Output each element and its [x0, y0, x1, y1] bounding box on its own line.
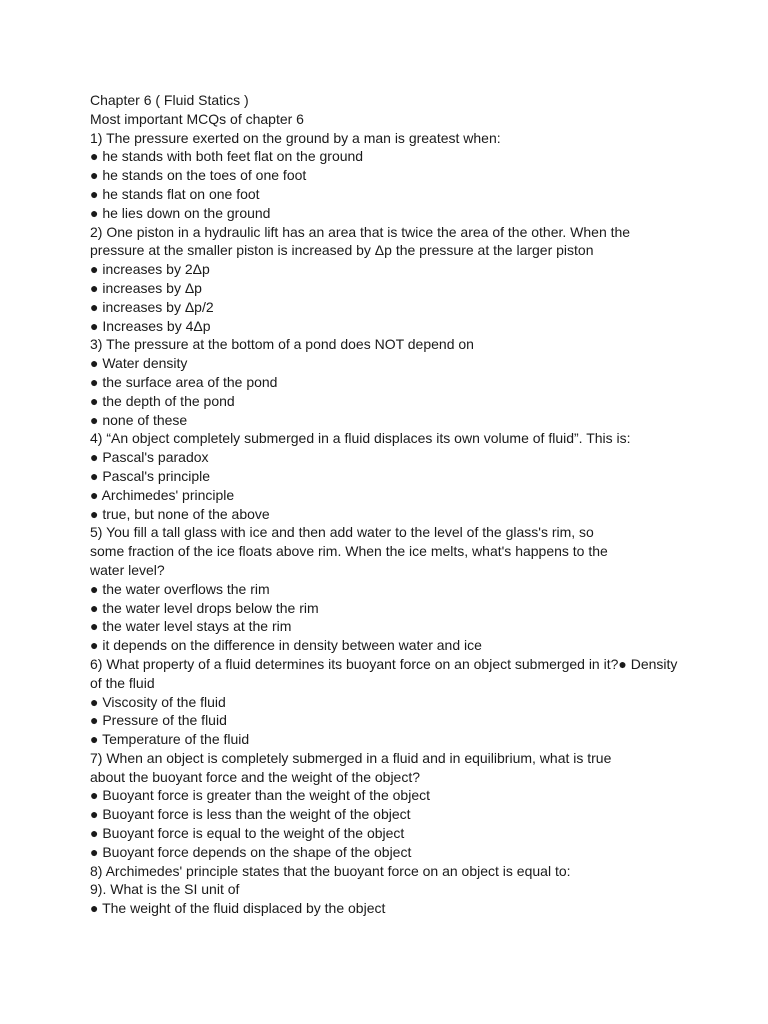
question-5-line-1: 5) You fill a tall glass with ice and then add water to the level of the glass's rim, so [90, 524, 594, 541]
q1-option-d: ● he lies down on the ground [90, 204, 271, 221]
q1-option-a: ● he stands with both feet flat on the ground [90, 148, 364, 165]
q3-option-d: ● none of these [90, 411, 188, 428]
question-6-line-2: of the fluid [90, 674, 155, 691]
question-4: 4) “An object completely submerged in a fluid displaces its own volume of fluid”. This is: [90, 430, 631, 447]
question-7-line-1: 7) When an object is completely submerged in a fluid and in equilibrium, what is true [90, 749, 612, 766]
q7-option-a: ● Buoyant force is greater than the weight of the object [90, 787, 430, 804]
q7-option-b: ● Buoyant force is less than the weight of the object [90, 806, 411, 823]
q3-option-c: ● the depth of the pond [90, 392, 235, 409]
q2-option-b: ● increases by Δp [90, 279, 202, 296]
q5-option-a: ● the water overflows the rim [90, 580, 270, 597]
q7-option-d: ● Buoyant force depends on the shape of the object [90, 843, 412, 860]
question-5-line-3: water level? [90, 561, 165, 578]
q6-option-c: ● Pressure of the fluid [90, 712, 227, 729]
question-3: 3) The pressure at the bottom of a pond does NOT depend on [90, 336, 474, 353]
document-body [90, 91, 690, 918]
q4-option-c: ● Archimedes' principle [90, 486, 235, 503]
q1-option-b: ● he stands on the toes of one foot [90, 167, 307, 184]
q2-option-d: ● Increases by 4Δp [90, 317, 211, 334]
question-9: 9). What is the SI unit of [90, 881, 240, 898]
q4-option-a: ● Pascal's paradox [90, 449, 209, 466]
subtitle: Most important MCQs of chapter 6 [90, 110, 304, 127]
question-7-line-2: about the buoyant force and the weight of the object? [90, 768, 421, 785]
question-2-line-2: pressure at the smaller piston is increased by Δp the pressure at the larger piston [90, 242, 594, 259]
q2-option-c: ● increases by Δp/2 [90, 298, 214, 315]
q2-option-a: ● increases by 2Δp [90, 261, 210, 278]
q4-option-b: ● Pascal's principle [90, 467, 211, 484]
question-1: 1) The pressure exerted on the ground by a man is greatest when: [90, 129, 501, 146]
chapter-title: Chapter 6 ( Fluid Statics ) [90, 92, 249, 108]
q1-option-c: ● he stands flat on one foot [90, 185, 260, 202]
question-8: 8) Archimedes' principle states that the buoyant force on an object is equal to: [90, 862, 571, 879]
q3-option-b: ● the surface area of the pond [90, 373, 278, 390]
q7-option-c: ● Buoyant force is equal to the weight of the object [90, 825, 405, 842]
question-2-line-1: 2) One piston in a hydraulic lift has an area that is twice the area of the other. When the [90, 223, 631, 240]
q4-option-d: ● true, but none of the above [90, 505, 270, 522]
q5-option-c: ● the water level stays at the rim [90, 618, 292, 635]
q6-option-b: ● Viscosity of the fluid [90, 693, 226, 710]
q5-option-d: ● it depends on the difference in density between water and ice [90, 637, 482, 654]
q3-option-a: ● Water density [90, 355, 188, 372]
q9-option-a: ● The weight of the fluid displaced by the object [90, 900, 386, 917]
question-5-line-2: some fraction of the ice floats above rim. When the ice melts, what's happens to the [90, 543, 608, 560]
question-6-line-1: 6) What property of a fluid determines its buoyant force on an object submerged in it?● Density [90, 655, 678, 672]
q5-option-b: ● the water level drops below the rim [90, 599, 319, 616]
q6-option-d: ● Temperature of the fluid [90, 731, 250, 748]
